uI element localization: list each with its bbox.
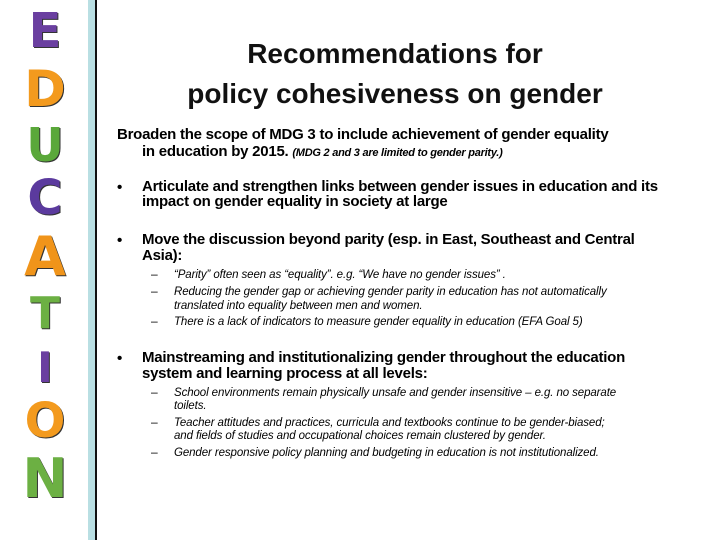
- intro-note: (MDG 2 and 3 are limited to gender parity.): [292, 147, 503, 159]
- intro-line-2: [142, 144, 503, 161]
- intro-line-2-text: in education by 2015.: [142, 143, 289, 160]
- dash-icon: –: [151, 385, 158, 399]
- sub-item: School environments remain physically unsafe and gender insensitive – e.g. no separate: [174, 387, 617, 399]
- dash-icon: –: [151, 267, 158, 281]
- sub-item: Teacher attitudes and practices, curricula and textbooks continue to be gender-biased;: [174, 417, 605, 429]
- letter-c-illustration: C: [27, 170, 63, 226]
- sidebar-divider: [95, 0, 97, 540]
- letter-n-illustration: N: [22, 447, 68, 510]
- letter-a-illustration: A: [24, 225, 66, 288]
- title-line-2: policy cohesiveness on gender: [187, 78, 603, 109]
- bullet-1-line-2: impact on gender equality in society at large: [142, 193, 448, 210]
- bullet-3-line-1: Mainstreaming and institutionalizing gender throughout the education: [142, 349, 625, 366]
- bullet-2-line-1: Move the discussion beyond parity (esp. in East, Southeast and Central: [142, 231, 635, 248]
- slide-title: [130, 34, 660, 114]
- dash-icon: –: [151, 314, 158, 328]
- bullet-icon: •: [117, 350, 123, 367]
- sidebar-accent-strip: [88, 0, 95, 540]
- bullet-icon: •: [117, 232, 123, 249]
- letter-t-illustration: T: [29, 288, 60, 339]
- dash-icon: –: [151, 284, 158, 298]
- sub-item-cont: translated into equality between men and women.: [174, 300, 423, 312]
- intro-line-1: Broaden the scope of MDG 3 to include achievement of gender equality: [117, 126, 609, 143]
- title-line-1: Recommendations for: [247, 38, 543, 69]
- bullet-1-line-1: Articulate and strengthen links between gender issues in education and its: [142, 178, 658, 195]
- sub-item: Gender responsive policy planning and budgeting in education is not institutionalized.: [174, 447, 599, 459]
- letter-u-illustration: U: [26, 118, 64, 172]
- sub-item-cont: toilets.: [174, 400, 207, 412]
- sub-item: There is a lack of indicators to measure gender equality in education (EFA Goal 5): [174, 316, 583, 328]
- bullet-3-line-2: system and learning process at all levels:: [142, 365, 428, 382]
- dash-icon: –: [151, 445, 158, 459]
- letter-o-illustration: O: [24, 393, 66, 449]
- letter-i-illustration: I: [37, 343, 53, 392]
- bullet-icon: •: [117, 179, 123, 196]
- letter-d-illustration: D: [24, 60, 66, 118]
- sub-item: Reducing the gender gap or achieving gender parity in education has not automatically: [174, 286, 607, 298]
- letter-e-illustration: E: [28, 3, 62, 59]
- sub-item: “Parity” often seen as “equality”. e.g. “We have no gender issues” .: [174, 269, 506, 281]
- sub-item-cont: and fields of studies and occupational choices remain clustered by gender.: [174, 430, 546, 442]
- dash-icon: –: [151, 415, 158, 429]
- bullet-2-line-2: Asia):: [142, 247, 183, 264]
